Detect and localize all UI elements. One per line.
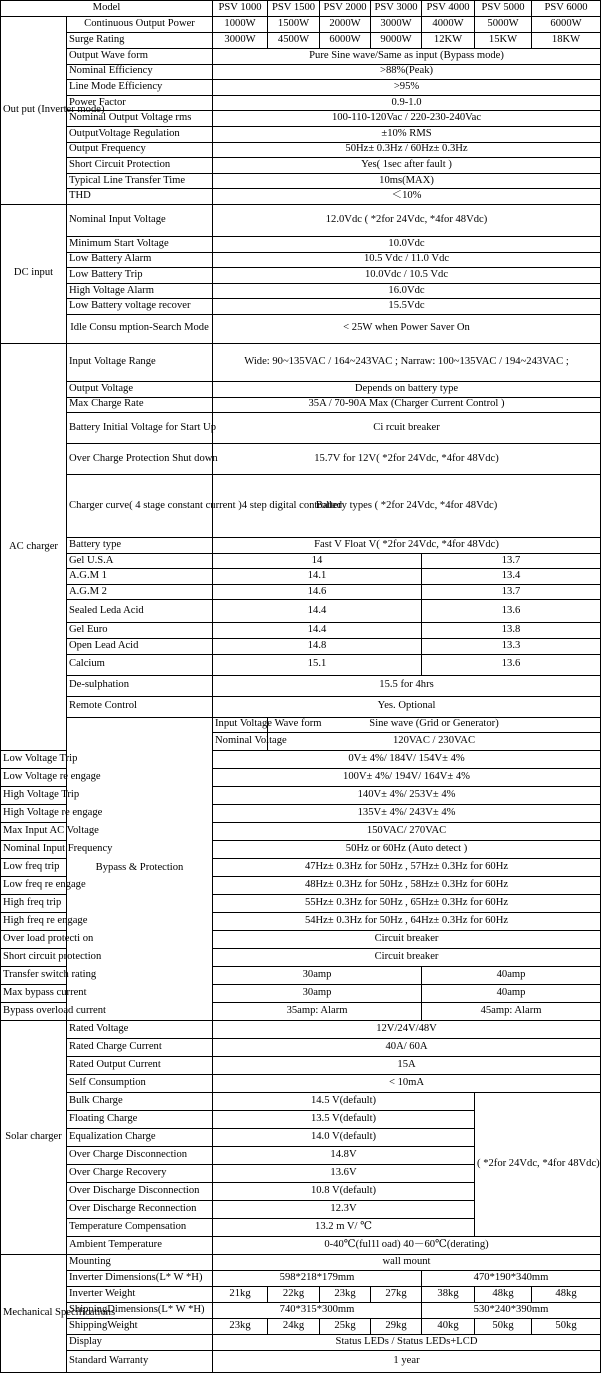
spec-value: 3000W (371, 17, 422, 33)
spec-value: 54Hz± 0.3Hz for 50Hz , 64Hz± 0.3Hz for 60Hz (213, 913, 601, 931)
spec-value: 4500W (268, 33, 320, 49)
spec-value: 40kg (422, 1319, 475, 1335)
spec-value: 10.5 Vdc / 11.0 Vdc (213, 252, 601, 268)
spec-label: Rated Output Current (67, 1057, 213, 1075)
header-model: PSV 5000 (475, 1, 532, 17)
spec-value: 30amp (213, 967, 422, 985)
section-title-solar: Solar charger (1, 1021, 67, 1255)
spec-label: Over Charge Disconnection (67, 1147, 213, 1165)
spec-value: 13.3 (422, 639, 601, 655)
spec-value: 1000W (213, 17, 268, 33)
spec-label: Minimum Start Voltage (67, 236, 213, 252)
spec-label: A.G.M 2 (67, 584, 213, 600)
spec-value: 50kg (532, 1319, 601, 1335)
spec-value: 13.7 (422, 553, 601, 569)
spec-label: High freq trip (1, 895, 67, 913)
spec-label: High Voltage re engage (1, 805, 67, 823)
spec-value: < 25W when Power Saver On (213, 314, 601, 343)
spec-label: Inverter Weight (67, 1287, 213, 1303)
spec-value: Depends on battery type (213, 381, 601, 397)
spec-value: ＜10% (213, 189, 601, 205)
header-model: PSV 4000 (422, 1, 475, 17)
spec-label: Mounting (67, 1255, 213, 1271)
spec-value: 55Hz± 0.3Hz for 50Hz , 65Hz± 0.3Hz for 60Hz (213, 895, 601, 913)
spec-value: 48kg (475, 1287, 532, 1303)
spec-value: 15.7V for 12V( *2for 24Vdc, *4for 48Vdc) (213, 444, 601, 475)
spec-label: Standard Warranty (67, 1351, 213, 1373)
spec-label: Bypass overload current (1, 1003, 67, 1021)
header-model: PSV 2000 (320, 1, 371, 17)
spec-label: Inverter Dimensions(L* W *H) (67, 1271, 213, 1287)
spec-label: Transfer switch rating (1, 967, 67, 985)
spec-label: Surge Rating (67, 33, 213, 49)
spec-value: 40amp (422, 967, 601, 985)
spec-label: Over Discharge Disconnection (67, 1183, 213, 1201)
spec-value: 13.2 m V/ ℃ (213, 1219, 475, 1237)
spec-value: >88%(Peak) (213, 64, 601, 80)
spec-label: Nominal Efficiency (67, 64, 213, 80)
spec-label: Short Circuit Protection (67, 158, 213, 174)
spec-value: 14.4 (213, 600, 422, 623)
spec-value: 25kg (320, 1319, 371, 1335)
spec-label: Battery type (67, 538, 213, 554)
spec-value: 21kg (213, 1287, 268, 1303)
spec-value: Battery types ( *2for 24Vdc, *4for 48Vdc) (213, 475, 601, 538)
spec-label: Output Frequency (67, 142, 213, 158)
header-model: PSV 3000 (371, 1, 422, 17)
spec-value: 12KW (422, 33, 475, 49)
spec-value: 15.5Vdc (213, 299, 601, 315)
spec-value: Pure Sine wave/Same as input (Bypass mode) (213, 49, 601, 65)
spec-value: 150VAC/ 270VAC (213, 823, 601, 841)
spec-value: Fast V Float V( *2for 24Vdc, *4for 48Vdc) (213, 538, 601, 554)
spec-value: Circuit breaker (213, 949, 601, 967)
spec-label: Input Voltage Wave form (213, 717, 268, 733)
spec-value: 14.5 V(default) (213, 1093, 475, 1111)
spec-label: A.G.M 1 (67, 569, 213, 585)
spec-value: 18KW (532, 33, 601, 49)
spec-label: Over Charge Protection Shut down (67, 444, 213, 475)
spec-value: 30amp (213, 985, 422, 1003)
spec-label: Short circuit protection (1, 949, 67, 967)
spec-value: 5000W (475, 17, 532, 33)
section-title-dc: DC input (1, 204, 67, 343)
spec-value: 15.1 (213, 654, 422, 675)
spec-label: Rated Voltage (67, 1021, 213, 1039)
spec-label: Nominal Voltage (213, 733, 268, 751)
header-model: PSV 1500 (268, 1, 320, 17)
spec-value: 740*315*300mm (213, 1303, 422, 1319)
spec-label: Over Charge Recovery (67, 1165, 213, 1183)
spec-value: 15A (213, 1057, 601, 1075)
spec-label: Nominal Input Voltage (67, 204, 213, 236)
spec-value: 0.9-1.0 (213, 95, 601, 111)
spec-value: 40amp (422, 985, 601, 1003)
spec-value: 22kg (268, 1287, 320, 1303)
spec-label: Max bypass current (1, 985, 67, 1003)
spec-value: Status LEDs / Status LEDs+LCD (213, 1335, 601, 1351)
spec-label: Low freq trip (1, 859, 67, 877)
spec-label: Low Battery Alarm (67, 252, 213, 268)
spec-value: 47Hz± 0.3Hz for 50Hz , 57Hz± 0.3Hz for 60Hz (213, 859, 601, 877)
spec-label: Max Charge Rate (67, 397, 213, 413)
spec-value: 50Hz± 0.3Hz / 60Hz± 0.3Hz (213, 142, 601, 158)
spec-value: 6000W (532, 17, 601, 33)
spec-label: Over load protecti on (1, 931, 67, 949)
spec-label: Line Mode Efficiency (67, 80, 213, 96)
spec-label: Low Battery Trip (67, 268, 213, 284)
spec-label: Open Lead Acid (67, 639, 213, 655)
section-title-ac: AC charger (1, 343, 67, 750)
spec-value: 2000W (320, 17, 371, 33)
spec-label: Nominal Input Frequency (1, 841, 67, 859)
spec-value: 13.6 (422, 600, 601, 623)
spec-value: ±10% RMS (213, 126, 601, 142)
spec-label: ShippingDimensions(L* W *H) (67, 1303, 213, 1319)
spec-label: Remote Control (67, 696, 213, 717)
spec-value: 13.6 (422, 654, 601, 675)
spec-label: THD (67, 189, 213, 205)
spec-label: Idle Consu mption-Search Mode (67, 314, 213, 343)
spec-value: Yes. Optional (213, 696, 601, 717)
spec-value: 1500W (268, 17, 320, 33)
spec-value: 15.5 for 4hrs (213, 675, 601, 696)
spec-value: 12.3V (213, 1201, 475, 1219)
spec-label: Power Factor (67, 95, 213, 111)
header-model: PSV 6000 (532, 1, 601, 17)
spec-label: Bulk Charge (67, 1093, 213, 1111)
spec-label: Display (67, 1335, 213, 1351)
spec-value: 598*218*179mm (213, 1271, 422, 1287)
spec-value: 35A / 70-90A Max (Charger Current Control ) (213, 397, 601, 413)
spec-value: 23kg (213, 1319, 268, 1335)
spec-label: ShippingWeight (67, 1319, 213, 1335)
section-title-bypass: Bypass & Protection (67, 717, 213, 1021)
spec-value: 13.7 (422, 584, 601, 600)
spec-value: 14.6 (213, 584, 422, 600)
spec-label: Calcium (67, 654, 213, 675)
spec-label: Equalization Charge (67, 1129, 213, 1147)
spec-value: 470*190*340mm (422, 1271, 601, 1287)
spec-label: Nominal Output Voltage rms (67, 111, 213, 127)
spec-label: Sealed Leda Acid (67, 600, 213, 623)
spec-label: Charger curve( 4 stage constant current )4 step digital controlled (67, 475, 213, 538)
spec-value: 48Hz± 0.3Hz for 50Hz , 58Hz± 0.3Hz for 60Hz (213, 877, 601, 895)
spec-label: Rated Charge Current (67, 1039, 213, 1057)
spec-value: 100-110-120Vac / 220-230-240Vac (213, 111, 601, 127)
spec-label: Output Voltage (67, 381, 213, 397)
spec-value: 29kg (371, 1319, 422, 1335)
spec-value: 14.0 V(default) (213, 1129, 475, 1147)
spec-label: Temperature Compensation (67, 1219, 213, 1237)
section-title-mech: Mechanical Specifications (1, 1255, 67, 1373)
spec-value: Yes( 1sec after fault ) (213, 158, 601, 174)
spec-label: De-sulphation (67, 675, 213, 696)
spec-value: 10.8 V(default) (213, 1183, 475, 1201)
spec-label: Low freq re engage (1, 877, 67, 895)
spec-value: 9000W (371, 33, 422, 49)
spec-value: 14 (213, 553, 422, 569)
solar-note: ( *2for 24Vdc, *4for 48Vdc) (475, 1093, 601, 1237)
spec-label: Low Battery voltage recover (67, 299, 213, 315)
spec-label: Low Voltage Trip (1, 751, 67, 769)
spec-label: Self Consumption (67, 1075, 213, 1093)
header-model: PSV 1000 (213, 1, 268, 17)
spec-value: >95% (213, 80, 601, 96)
spec-value: Sine wave (Grid or Generator) (268, 717, 601, 733)
spec-value: Circuit breaker (213, 931, 601, 949)
spec-value: 45amp: Alarm (422, 1003, 601, 1021)
spec-value: 50Hz or 60Hz (Auto detect ) (213, 841, 601, 859)
spec-value: 135V± 4%/ 243V± 4% (213, 805, 601, 823)
spec-value: 10.0Vdc (213, 236, 601, 252)
spec-value: 23kg (320, 1287, 371, 1303)
spec-value: 38kg (422, 1287, 475, 1303)
header-model-label: Model (1, 1, 213, 17)
spec-value: 10ms(MAX) (213, 173, 601, 189)
section-title-output: Out put (Inverter mode) (1, 17, 67, 205)
spec-label: Low Voltage re engage (1, 769, 67, 787)
spec-value: 50kg (475, 1319, 532, 1335)
spec-value: 12V/24V/48V (213, 1021, 601, 1039)
spec-value: Wide: 90~135VAC / 164~243VAC ; Narraw: 100~135VAC / 194~243VAC ; (213, 343, 601, 381)
spec-value: Ci rcuit breaker (213, 413, 601, 444)
spec-value: 3000W (213, 33, 268, 49)
spec-value: 10.0Vdc / 10.5 Vdc (213, 268, 601, 284)
spec-label: Max Input AC Voltage (1, 823, 67, 841)
spec-value: 14.8V (213, 1147, 475, 1165)
spec-value: 4000W (422, 17, 475, 33)
spec-value: 14.8 (213, 639, 422, 655)
spec-value: 13.4 (422, 569, 601, 585)
spec-value: 27kg (371, 1287, 422, 1303)
spec-value: wall mount (213, 1255, 601, 1271)
spec-value: 24kg (268, 1319, 320, 1335)
spec-label: High Voltage Trip (1, 787, 67, 805)
spec-value: 100V± 4%/ 194V/ 164V± 4% (213, 769, 601, 787)
spec-value: 1 year (213, 1351, 601, 1373)
spec-value: 14.4 (213, 623, 422, 639)
spec-value: 16.0Vdc (213, 283, 601, 299)
spec-label: Floating Charge (67, 1111, 213, 1129)
spec-label: Output Wave form (67, 49, 213, 65)
spec-value: 13.8 (422, 623, 601, 639)
spec-value: 12.0Vdc ( *2for 24Vdc, *4for 48Vdc) (213, 204, 601, 236)
spec-value: 14.1 (213, 569, 422, 585)
spec-label: Ambient Temperature (67, 1237, 213, 1255)
spec-value: < 10mA (213, 1075, 601, 1093)
spec-label: Input Voltage Range (67, 343, 213, 381)
spec-value: 530*240*390mm (422, 1303, 601, 1319)
spec-value: 0V± 4%/ 184V/ 154V± 4% (213, 751, 601, 769)
spec-value: 140V± 4%/ 253V± 4% (213, 787, 601, 805)
spec-value: 0-40℃(ful1l oad) 40－60℃(derating) (213, 1237, 601, 1255)
spec-label: Over Discharge Reconnection (67, 1201, 213, 1219)
spec-label: High freq re engage (1, 913, 67, 931)
spec-value: 35amp: Alarm (213, 1003, 422, 1021)
spec-label: Gel U.S.A (67, 553, 213, 569)
spec-label: Battery Initial Voltage for Start Up (67, 413, 213, 444)
spec-label: Gel Euro (67, 623, 213, 639)
spec-value: 15KW (475, 33, 532, 49)
spec-label: Continuous Output Power (67, 17, 213, 33)
spec-label: High Voltage Alarm (67, 283, 213, 299)
spec-value: 40A/ 60A (213, 1039, 601, 1057)
spec-value: 6000W (320, 33, 371, 49)
spec-label: OutputVoltage Regulation (67, 126, 213, 142)
spec-label: Typical Line Transfer Time (67, 173, 213, 189)
spec-value: 120VAC / 230VAC (268, 733, 601, 751)
spec-value: 13.5 V(default) (213, 1111, 475, 1129)
spec-value: 13.6V (213, 1165, 475, 1183)
spec-value: 48kg (532, 1287, 601, 1303)
